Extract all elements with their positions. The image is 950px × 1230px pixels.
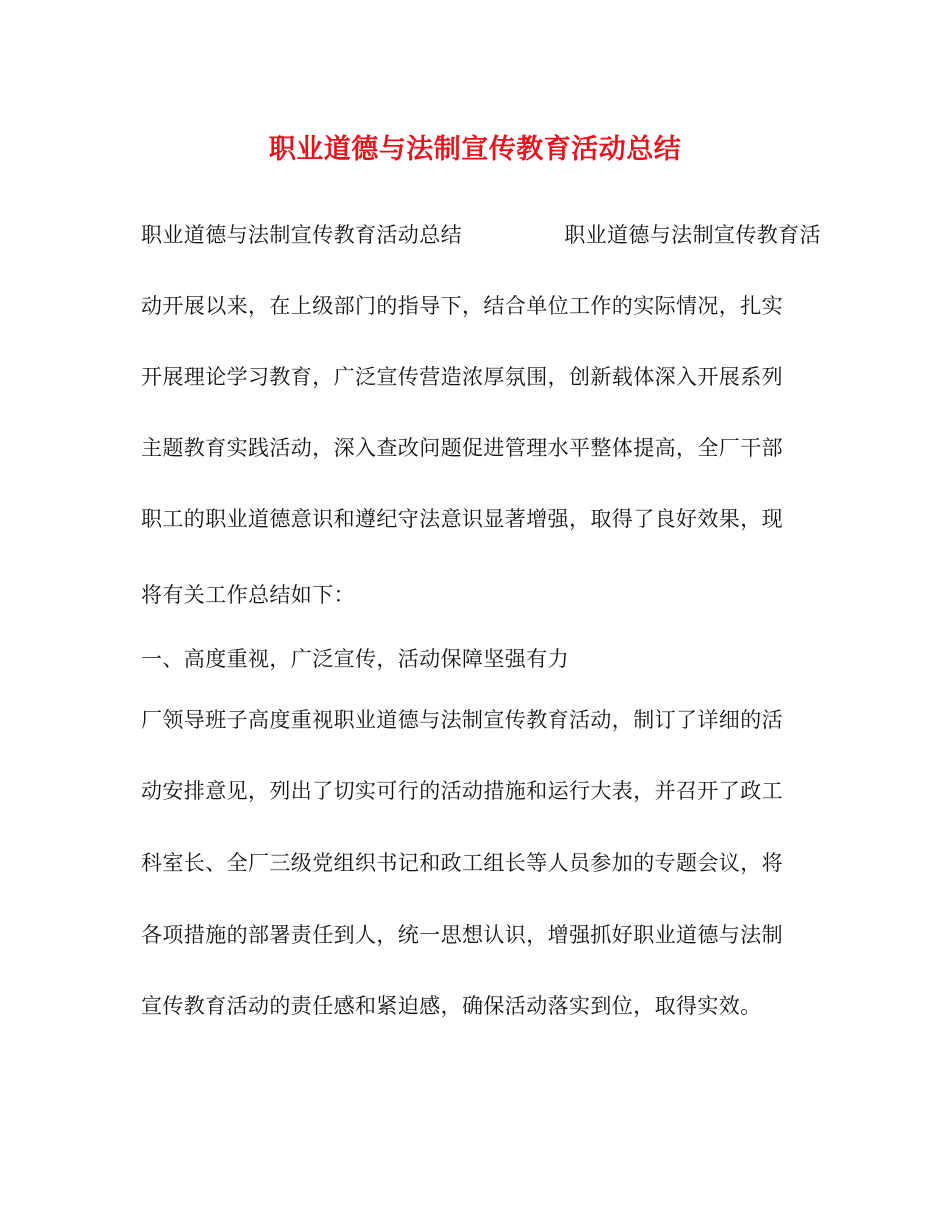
paragraph-text: 职业道德与法制宣传教育活 bbox=[564, 223, 821, 247]
paragraph-line: 科室长、全厂三级党组织书记和政工组长等人员参加的专题会议，将 bbox=[141, 851, 783, 875]
paragraph-line: 动安排意见，列出了切实可行的活动措施和运行大表，并召开了政工 bbox=[141, 779, 783, 803]
section-heading: 一、高度重视，广泛宣传，活动保障坚强有力 bbox=[141, 647, 569, 671]
paragraph-line: 主题教育实践活动，深入查改问题促进管理水平整体提高，全厂干部 bbox=[141, 436, 783, 460]
paragraph-line bbox=[141, 220, 821, 250]
document-title: 职业道德与法制宣传教育活动总结 bbox=[268, 134, 682, 165]
intro-heading: 职业道德与法制宣传教育活动总结 bbox=[141, 223, 462, 247]
paragraph-line: 将有关工作总结如下： bbox=[141, 583, 355, 607]
paragraph-line: 开展理论学习教育，广泛宣传营造浓厚氛围，创新载体深入开展系列 bbox=[141, 365, 783, 389]
paragraph-line: 各项措施的部署责任到人，统一思想认识，增强抓好职业道德与法制 bbox=[141, 923, 783, 947]
paragraph-line: 厂领导班子高度重视职业道德与法制宣传教育活动，制订了详细的活 bbox=[141, 708, 783, 732]
paragraph-line: 动开展以来，在上级部门的指导下，结合单位工作的实际情况，扎实 bbox=[141, 294, 783, 318]
paragraph-line: 职工的职业道德意识和遵纪守法意识显著增强，取得了良好效果，现 bbox=[141, 507, 783, 531]
paragraph-line: 宣传教育活动的责任感和紧迫感，确保活动落实到位，取得实效。 bbox=[141, 994, 762, 1018]
